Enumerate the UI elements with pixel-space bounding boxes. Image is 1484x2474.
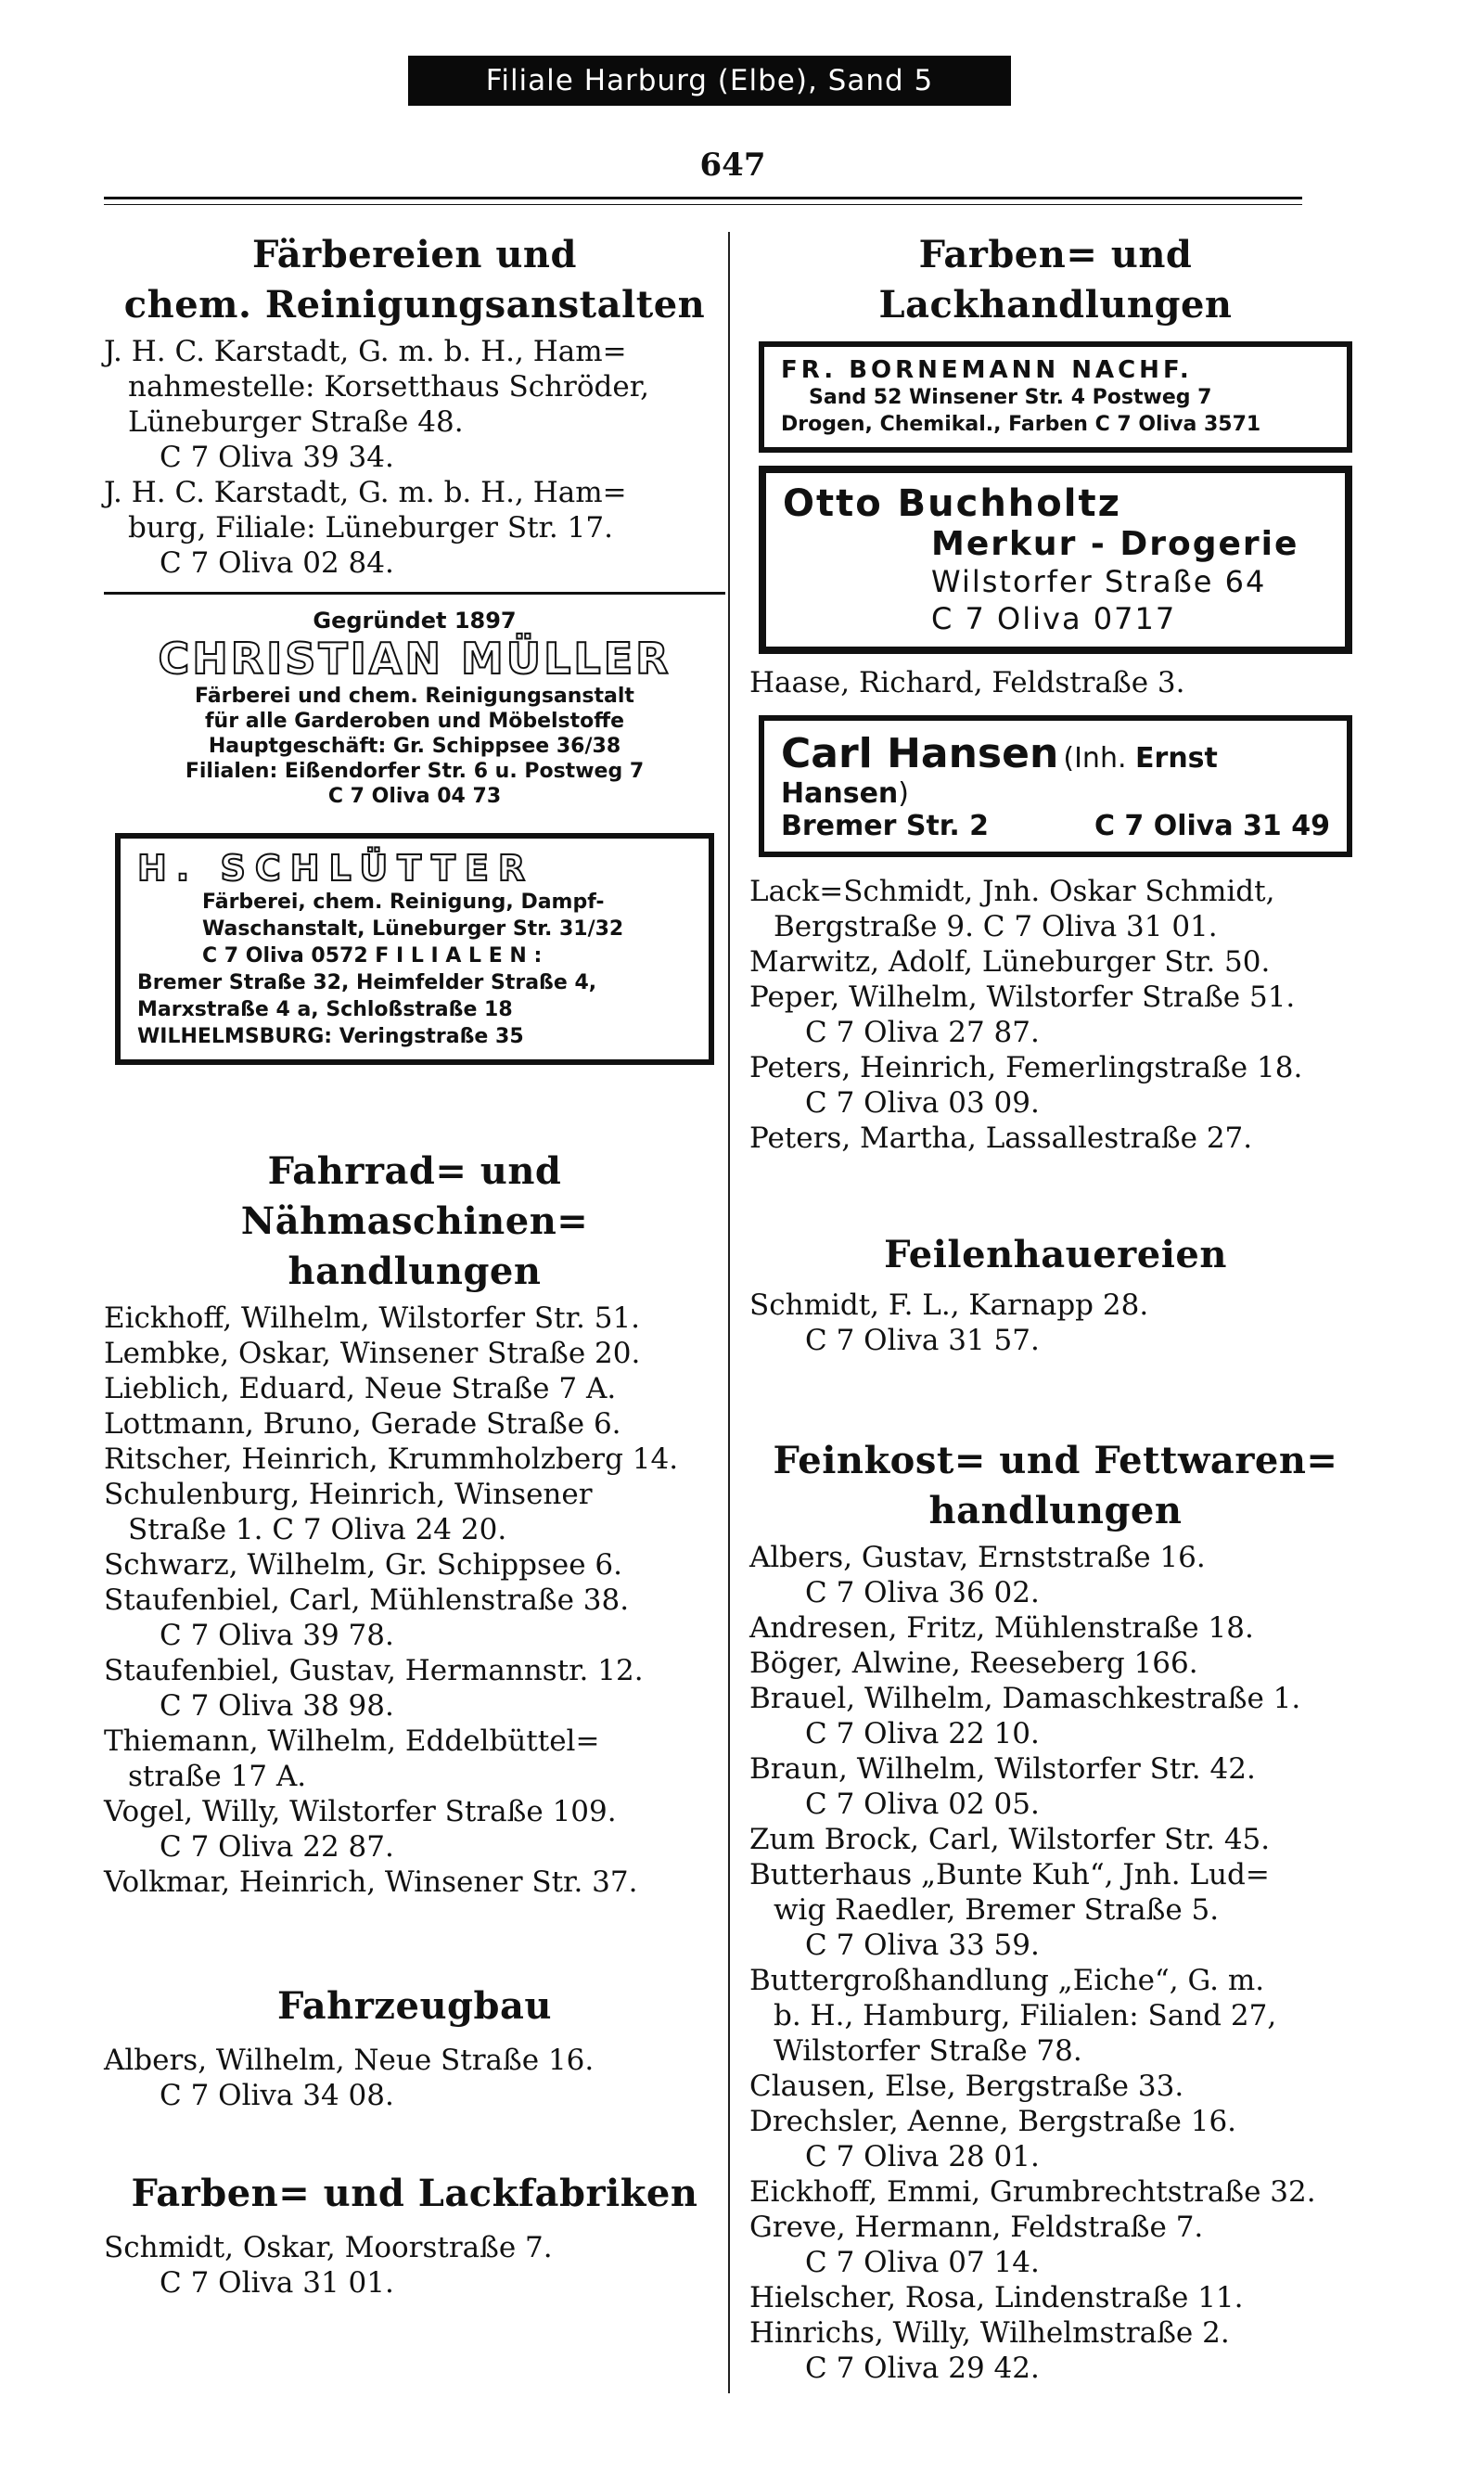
section-heading: Fahrrad= und Nähmaschinen= [240,1149,589,1243]
list-item: Schulenburg, Heinrich, Winsener Straße 1. C 7 Oliva 24 20. [104,1478,593,1546]
section-heading: Farben= und Lackhandlungen [878,233,1233,327]
list-item: Lembke, Oskar, Winsener Straße 20. [104,1337,641,1370]
ad-company-name: FR. BORNEMANN NACHF. [781,356,1193,384]
ad-christian-mueller [104,608,725,809]
list-item: Böger, Alwine, Reeseberg 166. [749,1647,1198,1680]
ad-line: Bremer Straße 32, Heimfelder Straße 4, [137,971,597,994]
ad-subtitle: Merkur - Drogerie [931,525,1299,563]
list-item: Clausen, Else, Bergstraße 33. [749,2070,1184,2103]
ad-bornemann [759,341,1352,453]
list-item: Volkmar, Heinrich, Winsener Str. 37. [104,1865,638,1899]
ad-phone: C 7 Oliva 0717 [931,601,1177,636]
list-item: J. H. C. Karstadt, G. m. b. H., Ham= burg, Filiale: Lüneburger Str. 17. [104,476,627,545]
list-item: Albers, Gustav, Ernststraße 16. [749,1541,1206,1574]
ad-line: C 7 Oliva 0572 F I L I A L E N : [202,944,543,968]
phone-number: C 7 Oliva 07 14. [805,2246,1040,2279]
right-column [749,223,1362,2386]
phone-number: C 7 Oliva 22 87. [160,1830,394,1864]
ad-company-name: CHRISTIAN MÜLLER [158,634,672,684]
ad-company-name: Carl Hansen [781,730,1059,777]
phone-number: C 7 Oliva 39 78. [160,1619,394,1652]
list-item: Marwitz, Adolf, Lüneburger Str. 50. [749,945,1271,979]
section-heading: Färbereien und [252,233,577,276]
ad-company-name: H. SCHLÜTTER [137,848,535,889]
page-number: 647 [699,147,766,184]
section-heading: Fahrzeugbau [277,1984,552,2028]
list-item: Greve, Hermann, Feldstraße 7. [749,2211,1204,2244]
phone-number: C 7 Oliva 34 08. [160,2079,394,2112]
phone-number: C 7 Oliva 39 34. [160,441,394,474]
list-item: Hielscher, Rosa, Lindenstraße 11. [749,2281,1244,2314]
ad-line: Färberei, chem. Reinigung, Dampf- [202,891,605,914]
left-column [104,223,725,2301]
list-item: Staufenbiel, Gustav, Hermannstr. 12. [104,1654,644,1687]
phone-number: C 7 Oliva 02 84. [160,546,394,580]
ad-line: WILHELMSBURG: Veringstraße 35 [137,1025,524,1048]
section-heading: handlungen [288,1250,542,1293]
ad-owner: (Inh. Ernst Hansen) [781,742,1218,810]
list-item: Hinrichs, Willy, Wilhelmstraße 2. [749,2316,1230,2350]
phone-number: C 7 Oliva 28 01. [805,2140,1040,2173]
list-item: Braun, Wilhelm, Wilstorfer Str. 42. [749,1752,1256,1786]
list-item: Peters, Heinrich, Femerlingstraße 18. [749,1051,1303,1084]
section-heading: Farben= und Lackfabriken [131,2172,698,2215]
column-divider [728,232,730,2393]
section-heading: chem. Reinigungsanstalten [123,283,706,327]
section-heading: Feilenhauereien [884,1233,1227,1276]
top-rule [104,197,1302,199]
list-item: Lieblich, Eduard, Neue Straße 7 A. [104,1372,617,1405]
ad-address-line: Bremer Str. 2 C 7 Oliva 31 49 [781,810,1330,842]
list-item: Haase, Richard, Feldstraße 3. [749,666,1185,699]
phone-number: C 7 Oliva 38 98. [160,1689,394,1723]
list-item: Vogel, Willy, Wilstorfer Straße 109. [104,1795,617,1828]
separator [104,592,725,595]
ad-line: Waschanstalt, Lüneburger Str. 31/32 [202,917,624,941]
list-item: Lottmann, Bruno, Gerade Straße 6. [104,1407,621,1441]
list-item: Schmidt, F. L., Karnapp 28. [749,1288,1149,1322]
list-item: Butterhaus „Bunte Kuh“, Jnh. Lud= wig Raedler, Bremer Straße 5. [749,1858,1270,1927]
top-rule-thin [104,204,1302,205]
phone-number: C 7 Oliva 03 09. [805,1086,1040,1120]
ad-line: Wilstorfer Straße 64 [931,564,1267,599]
ad-line: Färberei und chem. Reinigungsanstalt [195,685,634,708]
list-item: Albers, Wilhelm, Neue Straße 16. [104,2044,595,2077]
ad-line: für alle Garderoben und Möbelstoffe [204,710,625,733]
ad-company-name: Otto Buchholtz [783,482,1121,525]
branch-banner: Filiale Harburg (Elbe), Sand 5 [408,56,1011,106]
list-item: Staufenbiel, Carl, Mühlenstraße 38. [104,1583,630,1617]
ad-line: Marxstraße 4 a, Schloßstraße 18 [137,998,513,1021]
phone-number: C 7 Oliva 31 01. [160,2266,394,2300]
phone-number: C 7 Oliva 29 42. [805,2352,1040,2385]
list-item: Ritscher, Heinrich, Krummholzberg 14. [104,1442,679,1476]
ad-schluetter [115,833,714,1065]
phone-number: C 7 Oliva 02 05. [805,1788,1040,1821]
ad-line: Sand 52 Winsener Str. 4 Postweg 7 [809,386,1212,409]
ad-buchholtz [759,466,1352,654]
list-item: J. H. C. Karstadt, G. m. b. H., Ham= nahmestelle: Korsetthaus Schröder, Lüneburger Straße 48. [104,335,649,439]
section-heading: Feinkost= und Fettwaren= [773,1439,1338,1482]
list-item: Drechsler, Aenne, Bergstraße 16. [749,2105,1237,2138]
list-item: Buttergroßhandlung „Eiche“, G. m. b. H., Hamburg, Filialen: Sand 27, Wilstorfer Straße 78. [749,1964,1277,2068]
list-item: Brauel, Wilhelm, Damaschkestraße 1. [749,1682,1301,1715]
list-item: Thiemann, Wilhelm, Eddelbüttel= straße 17 A. [104,1724,600,1793]
list-item: Schwarz, Wilhelm, Gr. Schippsee 6. [104,1548,622,1582]
list-item: Peper, Wilhelm, Wilstorfer Straße 51. [749,981,1296,1014]
ad-phone: C 7 Oliva 04 73 [327,785,502,808]
list-item: Eickhoff, Wilhelm, Wilstorfer Str. 51. [104,1301,641,1335]
ad-hansen [759,715,1352,857]
ad-line: Drogen, Chemikal., Farben C 7 Oliva 3571 [781,413,1261,436]
ad-line: Filialen: Eißendorfer Str. 6 u. Postweg 7 [185,760,645,783]
phone-number: C 7 Oliva 36 02. [805,1576,1040,1609]
list-item: Peters, Martha, Lassallestraße 27. [749,1122,1253,1155]
phone-number: C 7 Oliva 33 59. [805,1929,1040,1962]
list-item: Schmidt, Oskar, Moorstraße 7. [104,2231,553,2264]
ad-line: Hauptgeschäft: Gr. Schippsee 36/38 [208,735,621,758]
phone-number: C 7 Oliva 27 87. [805,1016,1040,1049]
list-item: Eickhoff, Emmi, Grumbrechtstraße 32. [749,2175,1316,2209]
list-item: Andresen, Fritz, Mühlenstraße 18. [749,1611,1254,1645]
phone-number: C 7 Oliva 31 57. [805,1324,1040,1357]
ad-founded: Gegründet 1897 [313,608,517,634]
section-heading: handlungen [928,1489,1183,1532]
list-item: Zum Brock, Carl, Wilstorfer Str. 45. [749,1823,1271,1856]
list-item: Lack=Schmidt, Jnh. Oskar Schmidt, Bergstraße 9. C 7 Oliva 31 01. [749,875,1275,943]
phone-number: C 7 Oliva 22 10. [805,1717,1040,1750]
